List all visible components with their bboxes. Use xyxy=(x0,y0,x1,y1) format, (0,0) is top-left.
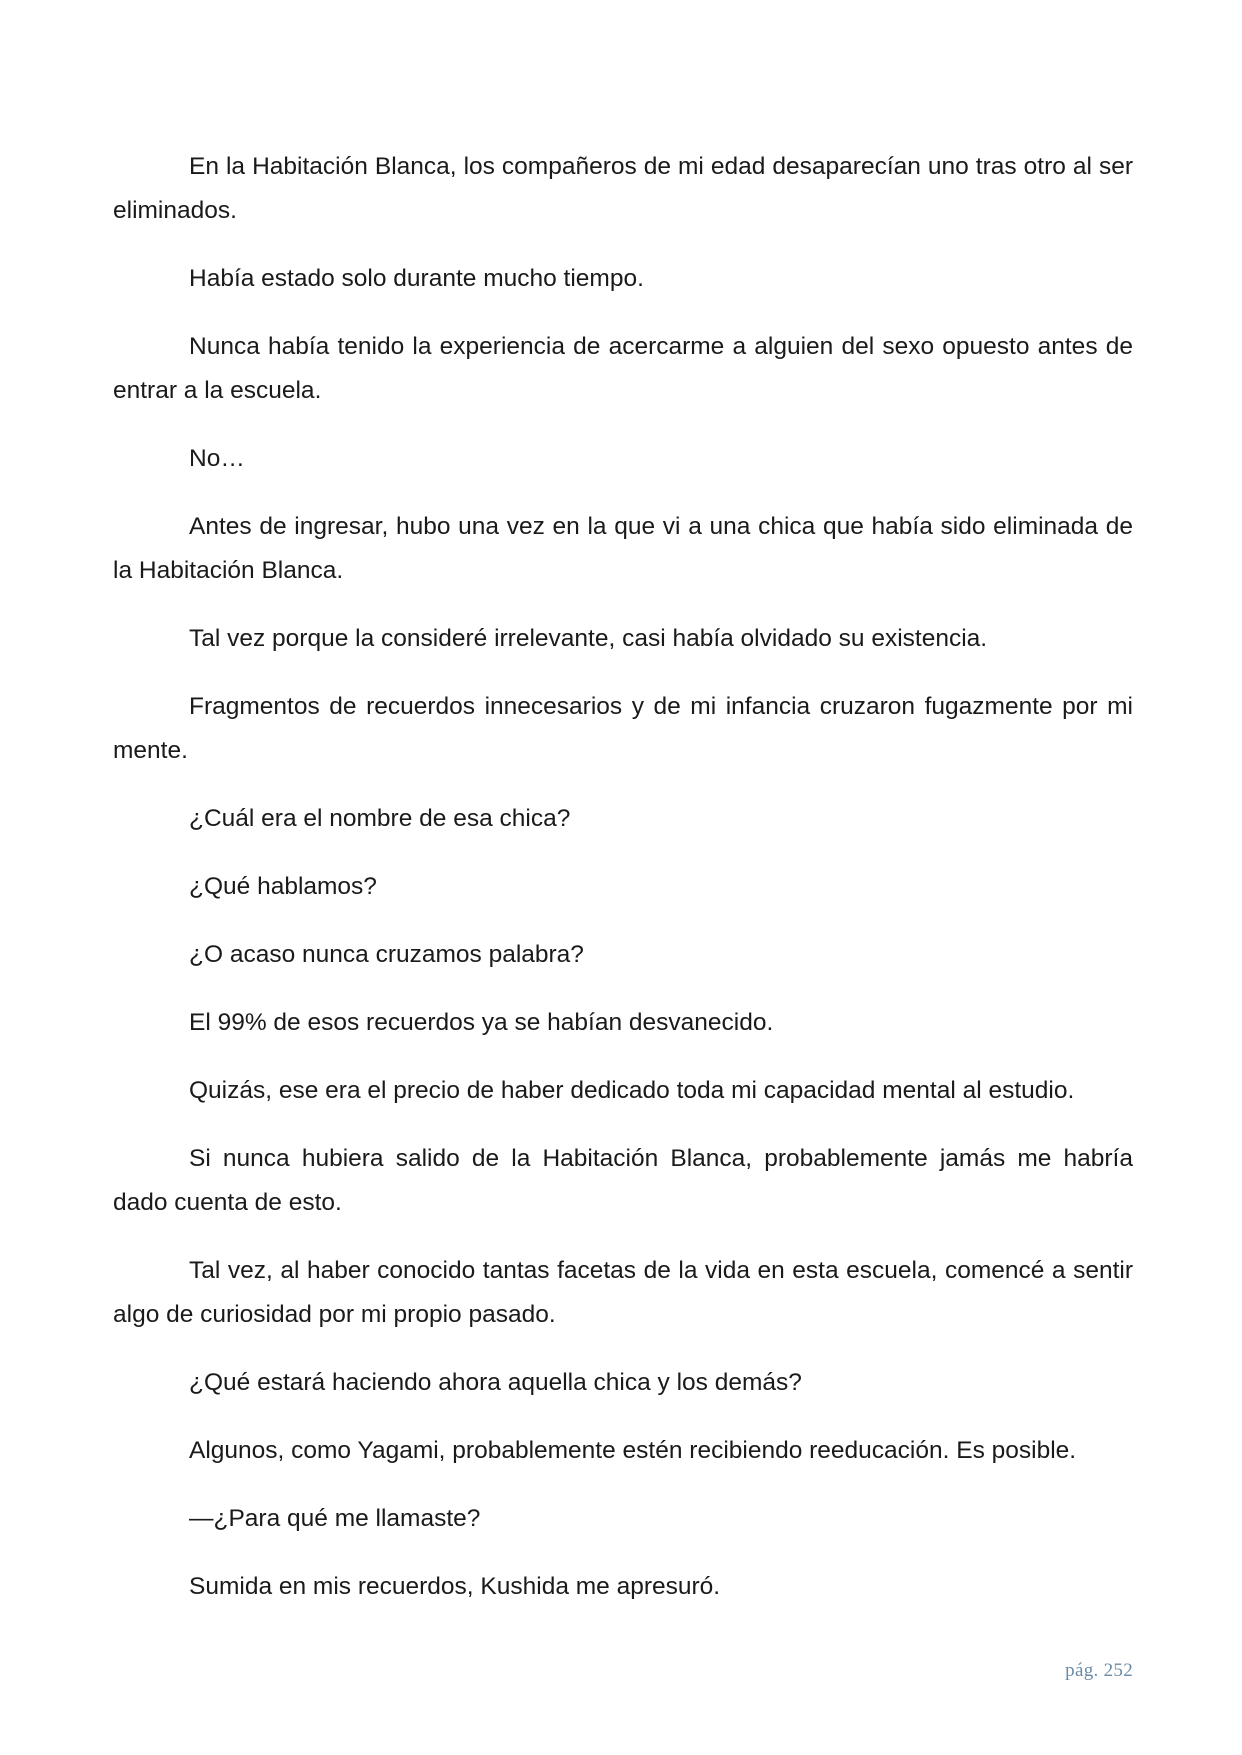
paragraph: Quizás, ese era el precio de haber dedicado toda mi capacidad mental al estudio. xyxy=(189,1077,1075,1104)
paragraph: Antes de ingresar, hubo una vez en la que vi a una chica que había sido eliminada de la Habitación Blanca. xyxy=(113,513,1133,584)
paragraph: Algunos, como Yagami, probablemente estén recibiendo reeducación. Es posible. xyxy=(189,1437,1077,1464)
paragraph: En la Habitación Blanca, los compañeros de mi edad desaparecían uno tras otro al ser eliminados. xyxy=(113,153,1133,224)
page-number: pág. 252 xyxy=(1065,1660,1133,1681)
paragraph: ¿O acaso nunca cruzamos palabra? xyxy=(189,941,584,968)
paragraph: Fragmentos de recuerdos innecesarios y de mi infancia cruzaron fugazmente por mi mente. xyxy=(113,693,1133,764)
paragraph: ¿Cuál era el nombre de esa chica? xyxy=(189,805,571,832)
paragraph: No… xyxy=(189,445,245,472)
paragraph: —¿Para qué me llamaste? xyxy=(189,1505,481,1532)
paragraph: Si nunca hubiera salido de la Habitación Blanca, probablemente jamás me habría dado cuenta de esto. xyxy=(113,1145,1133,1216)
paragraph: ¿Qué estará haciendo ahora aquella chica y los demás? xyxy=(189,1369,802,1396)
paragraph: Sumida en mis recuerdos, Kushida me apresuró. xyxy=(189,1573,721,1600)
body-text xyxy=(113,145,1133,1633)
paragraph: El 99% de esos recuerdos ya se habían desvanecido. xyxy=(189,1009,774,1036)
paragraph: Había estado solo durante mucho tiempo. xyxy=(189,265,644,292)
paragraph: Tal vez, al haber conocido tantas facetas de la vida en esta escuela, comencé a sentir algo de curiosidad por mi propio pasado. xyxy=(113,1257,1133,1328)
paragraph: ¿Qué hablamos? xyxy=(189,873,377,900)
paragraph: Tal vez porque la consideré irrelevante, casi había olvidado su existencia. xyxy=(189,625,988,652)
paragraph: Nunca había tenido la experiencia de acercarme a alguien del sexo opuesto antes de entrar a la escuela. xyxy=(113,333,1133,404)
